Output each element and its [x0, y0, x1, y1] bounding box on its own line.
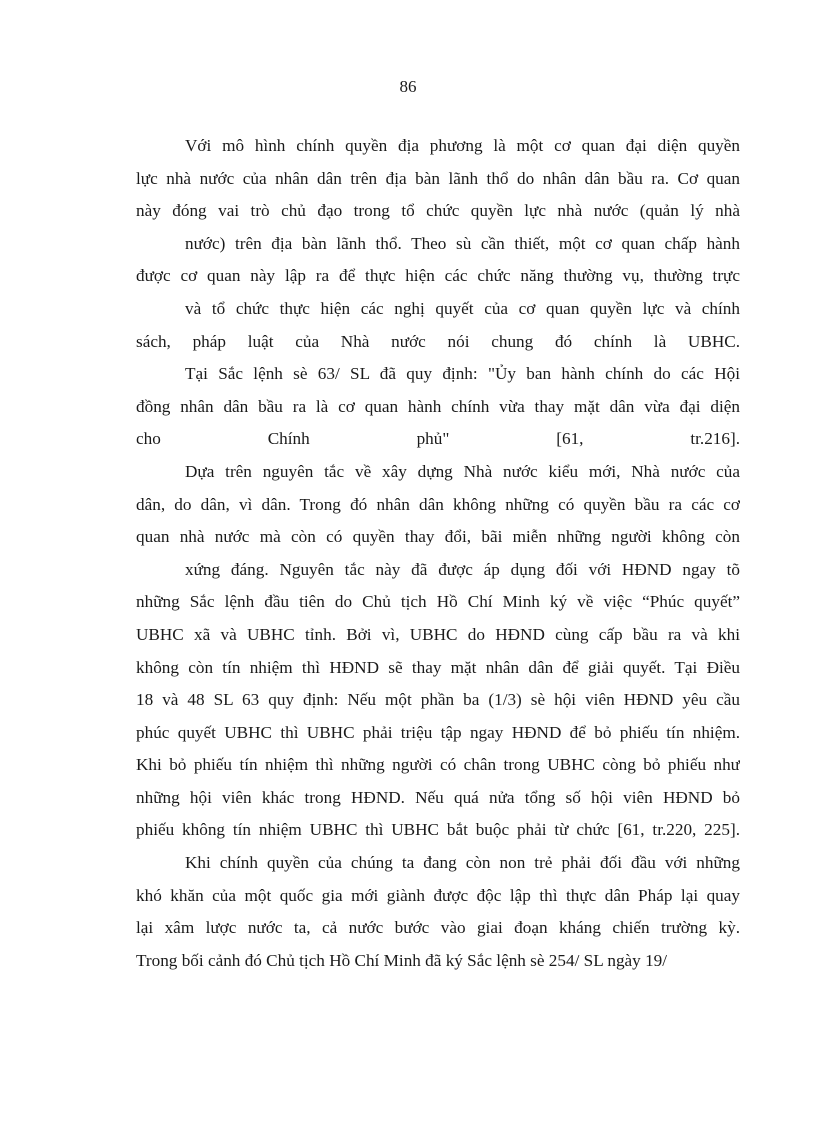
- text-line: Trong bối cảnh đó Chủ tịch Hồ Chí Minh đã ký Sắc lệnh sè 254/ SL ngày 19/: [136, 950, 668, 970]
- page-number: 86: [399, 77, 417, 96]
- text-line: UBHC xã và UBHC tỉnh. Bởi vì, UBHC do HĐND cùng cấp bầu ra và khi: [136, 624, 740, 644]
- text-line: không còn tín nhiệm thì HĐND sẽ thay mặt nhân dân để giải quyết. Tại Điều: [136, 657, 740, 677]
- text-line: phiếu không tín nhiệm UBHC thì UBHC bắt buộc phải từ chức [61, tr.220, 225].: [136, 820, 740, 840]
- text-line: những Sắc lệnh đầu tiên do Chủ tịch Hồ Chí Minh ký về việc “Phúc quyết”: [136, 592, 740, 612]
- text-line: cho Chính phủ" [61, tr.216].: [136, 429, 740, 449]
- text-line: Dựa trên nguyên tắc về xây dựng Nhà nước kiểu mới, Nhà nước của: [185, 461, 740, 481]
- text-line: được cơ quan này lập ra để thực hiện các chức năng thường vụ, thường trực: [136, 266, 740, 286]
- text-line: này đóng vai trò chủ đạo trong tổ chức quyền lực nhà nước (quản lý nhà: [136, 201, 740, 221]
- text-line: khó khăn của một quốc gia mới giành được độc lập thì thực dân Pháp lại quay: [136, 885, 740, 905]
- text-line: phúc quyết UBHC thì UBHC phải triệu tập ngay HĐND để bỏ phiếu tín nhiệm.: [136, 722, 740, 742]
- text-line: nước) trên địa bàn lãnh thổ. Theo sù cần thiết, một cơ quan chấp hành: [185, 233, 740, 253]
- text-line: dân, do dân, vì dân. Trong đó nhân dân không những có quyền bầu ra các cơ: [136, 494, 740, 514]
- text-line: 18 và 48 SL 63 quy định: Nếu một phần ba (1/3) sè hội viên HĐND yêu cầu: [136, 690, 740, 710]
- text-line: Khi bỏ phiếu tín nhiệm thì những người có chân trong UBHC còng bỏ phiếu như: [136, 755, 740, 775]
- text-line: lực nhà nước của nhân dân trên địa bàn lãnh thổ do nhân dân bầu ra. Cơ quan: [136, 168, 740, 188]
- text-line: và tổ chức thực hiện các nghị quyết của cơ quan quyền lực và chính: [185, 298, 740, 318]
- text-line: xứng đáng. Nguyên tắc này đã được áp dụng đối với HĐND ngay tõ: [185, 559, 740, 579]
- text-line: đồng nhân dân bầu ra là cơ quan hành chính vừa thay mặt dân vừa đại diện: [136, 396, 740, 416]
- text-line: Với mô hình chính quyền địa phương là một cơ quan đại diện quyền: [185, 136, 740, 155]
- text-line: lại xâm lược nước ta, cả nước bước vào giai đoạn kháng chiến trường kỳ.: [136, 918, 740, 938]
- text-line: quan nhà nước mà còn có quyền thay đổi, bãi miễn những người không còn: [136, 527, 740, 547]
- text-line: sách, pháp luật của Nhà nước nói chung đó chính là UBHC.: [136, 331, 740, 351]
- text-line: Khi chính quyền của chúng ta đang còn non trẻ phải đối đầu với những: [185, 853, 740, 873]
- text-line: những hội viên khác trong HĐND. Nếu quá nửa tổng số hội viên HĐND bỏ: [136, 787, 740, 807]
- text-line: Tại Sắc lệnh sè 63/ SL đã quy định: "Ủy ban hành chính do các Hội: [185, 364, 740, 384]
- body-text: [136, 130, 740, 977]
